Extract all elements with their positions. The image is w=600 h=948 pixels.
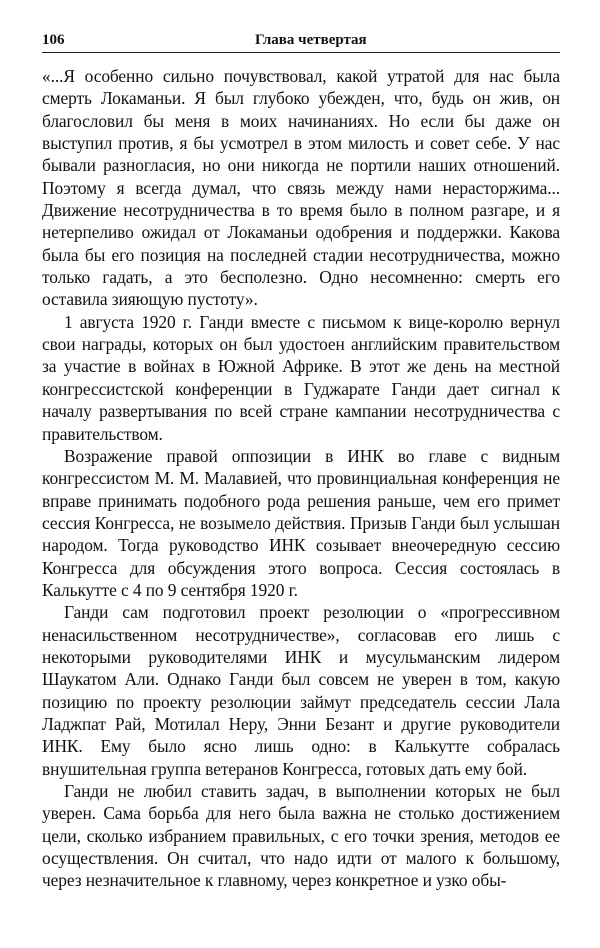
body-text [42, 65, 560, 892]
paragraph: Ганди сам подготовил проект резолюции о «прогрессивном ненасильственном несотрудничестве», согласовав его лишь с некоторыми руководителями ИНК и мусульманским лидером Шаукатом Али. Однако Ганди был совсем не уверен в том, какую позицию по проекту резолюции займут председатель сессии Лала Ладжпат Рай, Мотилал Неру, Энни Безант и другие руководители ИНК. Ему было ясно лишь одно: в Калькутте собралась внушительная группа ветеранов Конгресса, готовых дать ему бой. [42, 602, 560, 779]
book-page [42, 30, 560, 892]
page-header [42, 30, 560, 53]
chapter-running-title: Глава четвертая [255, 32, 367, 48]
paragraph: 1 августа 1920 г. Ганди вместе с письмом к вице-королю вернул свои награды, которых он был удостоен английским правительством за участие в войнах в Южной Африке. В этот же день на местной конгрессистской конференции в Гуджарате Ганди дает сигнал к началу развертывания по всей стране кампании несотрудничества с правительством. [42, 311, 560, 444]
paragraph: Возражение правой оппозиции в ИНК во главе с видным конгрессистом М. М. Малавией, что провинциальная конференция не вправе принимать подобного рода решения раньше, чем его примет сессия Конгресса, не возымело действия. Призыв Ганди был услышан народом. Тогда руководство ИНК созывает внеочередную сессию Конгресса для обсуждения этого вопроса. Сессия состоялась в Калькутте с 4 по 9 сентября 1920 г. [42, 445, 560, 600]
page-number: 106 [42, 32, 65, 48]
paragraph: Ганди не любил ставить задач, в выполнении которых не был уверен. Сама борьба для него была важна не столько достижением цели, сколько избранием правильных, с его точки зрения, методов ее осуществления. Он считал, что надо идти от малого к большому, через незначительное к главному, через конкретное и узко обы- [42, 781, 560, 891]
paragraph-quote: «...Я особенно сильно почувствовал, какой утратой для нас была смерть Локаманьи. Я был глубоко убежден, что, будь он жив, он благословил бы меня в моих начинаниях. Но если бы даже он выступил против, я бы усмотрел в этом милость и совет себе. У нас бывали разногласия, но они никогда не портили наших отношений. Поэтому я всегда думал, что связь между нами нерасторжима... Движение несотрудничества в то время было в полном разгаре, и я нетерпеливо ожидал от Локаманьи одобрения и поддержки. Какова была бы его позиция на последней стадии несотрудничества, можно только гадать, а это бесполезно. Одно несомненно: смерть его оставила зияющую пустоту». [42, 66, 560, 310]
